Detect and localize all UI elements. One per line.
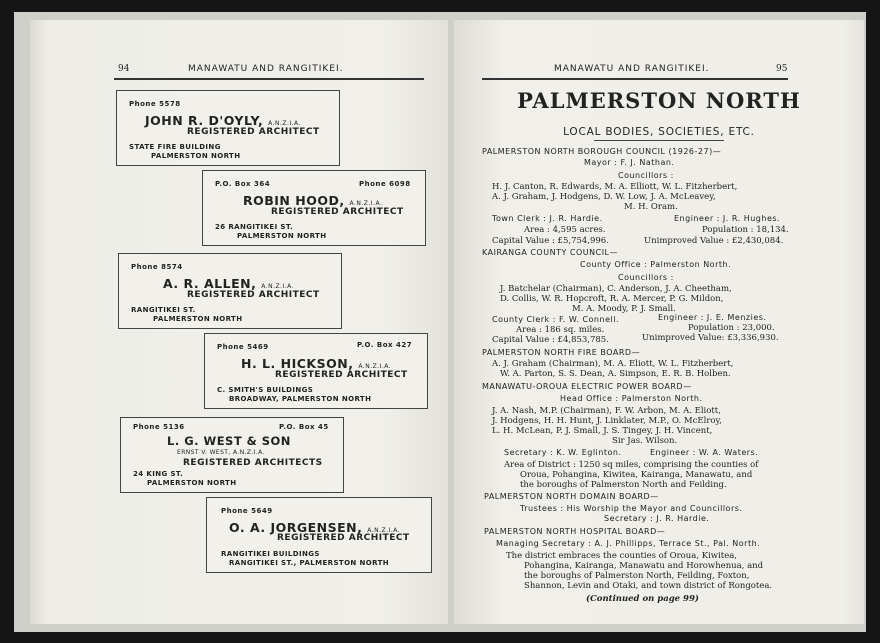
ad-card-west <box>120 417 344 493</box>
architect-name: ROBIN HOOD, A.N.Z.I.A. <box>243 193 383 208</box>
text-line: Population : 18,134. <box>702 225 789 235</box>
po-box: P.O. Box 364 <box>215 180 271 188</box>
page-title: PALMERSTON NORTH <box>517 88 801 113</box>
profession: REGISTERED ARCHITECT <box>275 370 408 380</box>
page-subtitle: LOCAL BODIES, SOCIETIES, ETC. <box>563 126 755 138</box>
text-line: Pohangina, Kairanga, Manawatu and Horowhenua, and <box>524 561 764 571</box>
text-line: Secretary : K. W. Eglinton. <box>504 448 622 457</box>
text-line: The district embraces the counties of Oroua, Kiwitea, <box>506 551 738 561</box>
text-line: Head Office : Palmerston North. <box>560 394 703 403</box>
text-line: L. H. McLean, P. J. Small, J. S. Tingey, J. H. Vincent, <box>492 426 713 436</box>
address-line: PALMERSTON NORTH <box>153 315 243 323</box>
phone-number: Phone 5136 <box>133 423 185 431</box>
text-line: Engineer : W. A. Waters. <box>650 448 759 457</box>
text-line: Engineer : J. E. Menzies. <box>658 313 767 322</box>
running-header: MANAWATU AND RANGITIKEI. <box>188 64 344 74</box>
profession: REGISTERED ARCHITECT <box>187 290 320 300</box>
text-line: Oroua, Pohangina, Kiwitea, Kairanga, Manawatu, and <box>520 470 753 480</box>
left-page <box>30 20 448 624</box>
ad-card-doyly <box>116 90 340 166</box>
address-line: PALMERSTON NORTH <box>237 232 327 240</box>
text-line: Secretary : J. R. Hardie. <box>604 514 710 523</box>
book-spread <box>14 12 866 632</box>
mayor-line: Mayor : F. J. Nathan. <box>584 158 675 167</box>
header-rule <box>482 78 788 80</box>
text-line: Area : 4,595 acres. <box>524 225 606 235</box>
address-line: PALMERSTON NORTH <box>151 152 241 160</box>
po-box: P.O. Box 427 <box>357 341 413 349</box>
architect-name: O. A. JORGENSEN, A.N.Z.I.A. <box>229 520 401 535</box>
text-line: Population : 23,000. <box>688 323 775 333</box>
text-line: Shannon, Levin and Otaki, and town district of Rongotea. <box>524 581 773 591</box>
text-line: Unimproved Value : £2,430,084. <box>644 236 784 246</box>
architect-name: L. G. WEST & SON <box>167 434 291 448</box>
text-line: County Clerk : F. W. Connell. <box>492 315 619 324</box>
section-heading: PALMERSTON NORTH DOMAIN BOARD— <box>484 492 659 501</box>
ad-card-jorgensen <box>206 497 432 573</box>
text-line: M. A. Moody, P. J. Small. <box>572 304 676 314</box>
text-line: Trustees : His Worship the Mayor and Councillors. <box>520 504 743 513</box>
address-line: RANGITIKEI ST., PALMERSTON NORTH <box>229 559 390 567</box>
continued-note: (Continued on page 99) <box>586 594 699 604</box>
profession: REGISTERED ARCHITECT <box>271 207 404 217</box>
text-line: Capital Value : £4,853,785. <box>492 335 609 345</box>
page-number: 95 <box>776 64 788 74</box>
subheading: Councillors : <box>618 171 674 180</box>
text-line: H. J. Canton, R. Edwards, M. A. Elliott, W. L. Fitzherbert, <box>492 182 738 192</box>
text-line: Unimproved Value: £3,336,930. <box>642 333 779 343</box>
profession: REGISTERED ARCHITECT <box>277 533 410 543</box>
text-line: Managing Secretary : A. J. Phillipps, Terrace St., Pal. North. <box>496 539 761 548</box>
address-line: 26 RANGITIKEI ST. <box>215 223 294 231</box>
text-line: J. Batchelar (Chairman), C. Anderson, J. A. Cheetham, <box>500 284 732 294</box>
address-line: PALMERSTON NORTH <box>147 479 237 487</box>
page-number: 94 <box>118 64 130 74</box>
text-line: Engineer : J. R. Hughes. <box>674 214 781 223</box>
text-line: J. A. Nash, M.P. (Chairman), F. W. Arbon, M. A. Eliott, <box>492 406 721 416</box>
phone-number: Phone 5578 <box>129 100 181 108</box>
text-line: A. J. Graham, J. Hodgens, D. W. Low, J. A. McLeavey, <box>492 192 716 202</box>
section-heading: PALMERSTON NORTH FIRE BOARD— <box>482 348 641 357</box>
subheading: Councillors : <box>618 273 674 282</box>
profession: REGISTERED ARCHITECTS <box>183 458 323 468</box>
principal: ERNST V. WEST, A.N.Z.I.A. <box>177 449 265 456</box>
section-heading: PALMERSTON NORTH HOSPITAL BOARD— <box>484 527 666 536</box>
address-line: STATE FIRE BUILDING <box>129 143 221 151</box>
address-line: BROADWAY, PALMERSTON NORTH <box>229 395 372 403</box>
section-heading: KAIRANGA COUNTY COUNCIL— <box>482 248 619 257</box>
phone-number: Phone 8574 <box>131 263 183 271</box>
text-line: Town Clerk : J. R. Hardie. <box>492 214 603 223</box>
phone-number: Phone 5469 <box>217 343 269 351</box>
section-heading: PALMERSTON NORTH BOROUGH COUNCIL (1926-27)— <box>482 147 722 156</box>
text-line: the boroughs of Palmerston North, Feilding, Foxton, <box>524 571 750 581</box>
header-rule <box>114 78 424 80</box>
architect-name: A. R. ALLEN, A.N.Z.I.A. <box>163 276 295 291</box>
phone-number: Phone 5649 <box>221 507 273 515</box>
address-line: RANGITIKEI BUILDINGS <box>221 550 320 558</box>
ad-card-hickson <box>204 333 428 409</box>
text-line: Area : 186 sq. miles. <box>516 325 605 335</box>
text-line: Area of District : 1250 sq miles, comprising the counties of <box>504 460 759 470</box>
text-line: M. H. Oram. <box>624 202 678 212</box>
architect-name: H. L. HICKSON, A.N.Z.I.A. <box>241 356 392 371</box>
text-line: Capital Value : £5,754,996. <box>492 236 609 246</box>
section-heading: MANAWATU-OROUA ELECTRIC POWER BOARD— <box>482 382 692 391</box>
po-box: P.O. Box 45 <box>279 423 329 431</box>
text-line: County Office : Palmerston North. <box>580 260 732 269</box>
profession: REGISTERED ARCHITECT <box>187 127 320 137</box>
phone-number: Phone 6098 <box>359 180 411 188</box>
text-line: W. A. Parton, S. S. Dean, A. Simpson, E. R. B. Holben. <box>500 369 731 379</box>
address-line: C. SMITH'S BUILDINGS <box>217 386 314 394</box>
address-line: 24 KING ST. <box>133 470 184 478</box>
text-line: D. Collis, W. R. Hopcroft, R. A. Mercer, P. G. Mildon, <box>500 294 724 304</box>
text-line: A. J. Graham (Chairman), M. A. Eliott, W. L. Fitzherbert, <box>492 359 734 369</box>
ad-card-hood <box>202 170 426 246</box>
text-line: the boroughs of Palmerston North and Feilding. <box>520 480 727 490</box>
text-line: J. Hodgens, H. H. Hunt, J. Linklater, M.P., O. McElroy, <box>492 416 722 426</box>
subtitle-rule <box>594 140 724 141</box>
architect-name: JOHN R. D'OYLY, A.N.Z.I.A. <box>145 113 301 128</box>
right-page <box>454 20 864 624</box>
running-header: MANAWATU AND RANGITIKEI. <box>554 64 710 74</box>
address-line: RANGITIKEI ST. <box>131 306 196 314</box>
text-line: Sir Jas. Wilson. <box>612 436 678 446</box>
ad-card-allen <box>118 253 342 329</box>
